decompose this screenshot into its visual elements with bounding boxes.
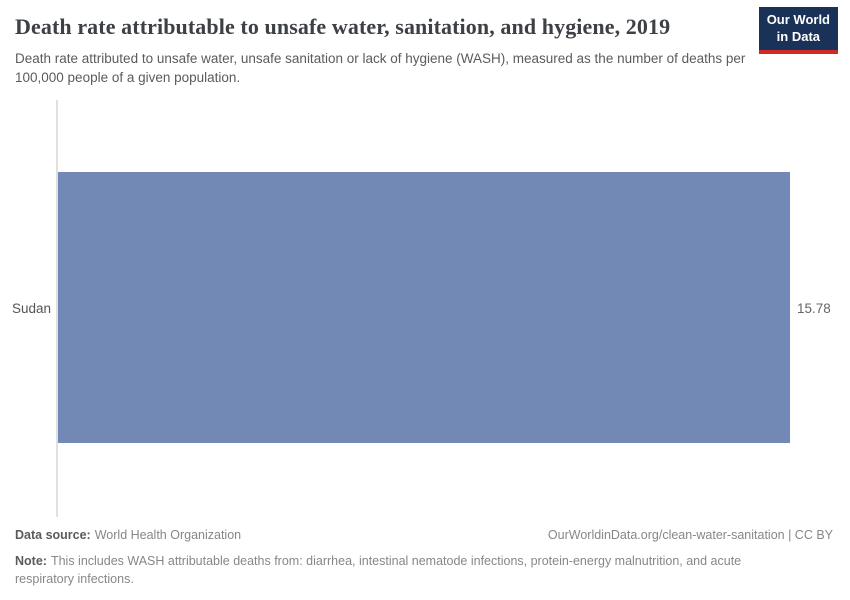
data-source-value: World Health Organization [94, 528, 242, 542]
page-title: Death rate attributable to unsafe water, sanitation, and hygiene, 2019 [15, 14, 671, 39]
owid-logo-line2: in Data [776, 28, 821, 44]
chart-note-label: Note: [15, 554, 47, 568]
data-source-label: Data source: [15, 528, 91, 542]
chart-note [15, 552, 793, 588]
chart-note-text: This includes WASH attributable deaths from: diarrhea, intestinal nematode infections, protein-energy malnutrition, and acute respiratory infections. [15, 554, 742, 587]
owid-logo-line1: Our World [766, 12, 830, 27]
owid-logo[interactable] [759, 7, 838, 54]
chart-subtitle: Death rate attributed to unsafe water, unsafe sanitation or lack of hygiene (WASH), measured as the number of deaths per 100,000 people of a given population. [15, 51, 746, 86]
owid-url-link[interactable]: OurWorldinData.org/clean-water-sanitation | CC BY [547, 528, 833, 542]
value-label-sudan: 15.78 [797, 301, 831, 316]
bar-sudan[interactable] [58, 172, 790, 443]
data-source [15, 528, 241, 542]
entity-label-sudan: Sudan [11, 301, 51, 316]
